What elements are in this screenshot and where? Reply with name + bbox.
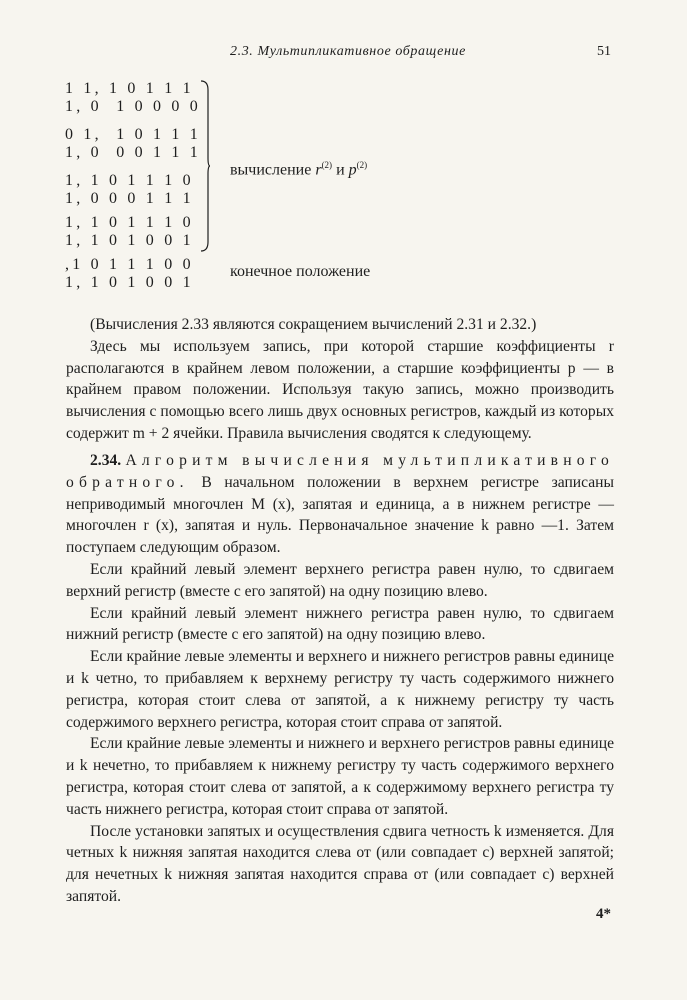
register-top-4: 1, 1 0 1 1 1 0 — [65, 214, 194, 231]
register-bottom-5: 1, 1 0 1 0 0 1 — [65, 274, 194, 291]
final-position-note: конечное положение — [230, 263, 371, 280]
page-number: 51 — [597, 44, 611, 59]
algorithm-p1: 2.34. Алгоритм вычисления мультипликативного обратного. В начальном положении в верхнем регистре записаны неприводимый многочлен M (x), запятая и единица, а в нижнем регистре — многочлен r (x), запятая и нуль. Первоначальное значение k равно —1. Затем поступаем следующим образом. — [66, 452, 614, 557]
intro-paragraph — [66, 314, 614, 445]
register-top-2: 0 1, 1 0 1 1 1 — [65, 126, 201, 143]
register-bottom-1: 1, 0 1 0 0 0 0 — [65, 98, 201, 115]
computation-note: вычисление $r^{(2)}$ и $p^{(2)}$ — [230, 160, 368, 179]
register-bottom-4: 1, 1 0 1 0 0 1 — [65, 232, 194, 249]
algorithm-p6: После установки запятых и осуществления сдвига четность k изменяется. Для четных k нижняя запятая находится слева от (или совпадает с) верхней запятой; для нечетных k нижняя запятая находится справа от (или совпадает с) верхней запятой. — [66, 822, 614, 905]
algorithm-title: Алгоритм вычисления мультипликативного обратного. — [66, 452, 614, 491]
algorithm-p4: Если крайние левые элементы и верхнего и нижнего регистров равны единице и k четно, то прибавляем к верхнему регистру ту часть содержимого нижнего регистра, которая стоит слева от запятой, а к нижнему регистру ту часть содержимого верхнего регистра, которая стоит справа от запятой. — [66, 648, 614, 731]
register-top-1: 1 1, 1 0 1 1 1 — [65, 80, 194, 97]
register-bottom-3: 1, 0 0 0 1 1 1 — [65, 190, 194, 207]
algorithm-p3: Если крайний левый элемент нижнего регистра равен нулю, то сдвигаем нижний регистр (вместе с его запятой) на одну позицию влево. — [66, 604, 614, 644]
signature-mark: 4* — [596, 906, 611, 922]
running-head: 2.3. Мультипликативное обращение — [230, 44, 466, 59]
register-top-3: 1, 1 0 1 1 1 0 — [65, 172, 194, 189]
register-bottom-2: 1, 0 0 0 1 1 1 — [65, 144, 201, 161]
algorithm-section — [66, 450, 614, 908]
register-top-5: ,1 0 1 1 1 0 0 — [65, 256, 194, 273]
algorithm-p5: Если крайние левые элементы и нижнего и верхнего регистров равны единице и k нечетно, то прибавляем к нижнему регистру ту часть содержимого верхнего регистра, которая стоит слева от запятой, а к содержимому верхнего регистра ту часть нижнего регистра, которая стоит справа от запятой. — [66, 735, 614, 818]
algorithm-number: 2.34. — [90, 452, 122, 469]
page-header — [0, 44, 687, 64]
algorithm-p2: Если крайний левый элемент верхнего регистра равен нулю, то сдвигаем верхний регистр (вместе с его запятой) на одну позицию влево. — [66, 560, 614, 600]
intro-body: Здесь мы используем запись, при которой старшие коэффициенты r располагаются в крайнем левом положении, а старшие коэффициенты p — в крайнем правом положении. Используя такую запись, можно производить вычисления с помощью всего лишь двух основных регистров, каждый из которых содержит m + 2 ячейки. Правила вычисления сводятся к следующему. — [66, 337, 614, 442]
curly-brace — [200, 80, 210, 252]
intro-line: (Вычисления 2.33 являются сокращением вычислений 2.31 и 2.32.) — [90, 316, 537, 333]
